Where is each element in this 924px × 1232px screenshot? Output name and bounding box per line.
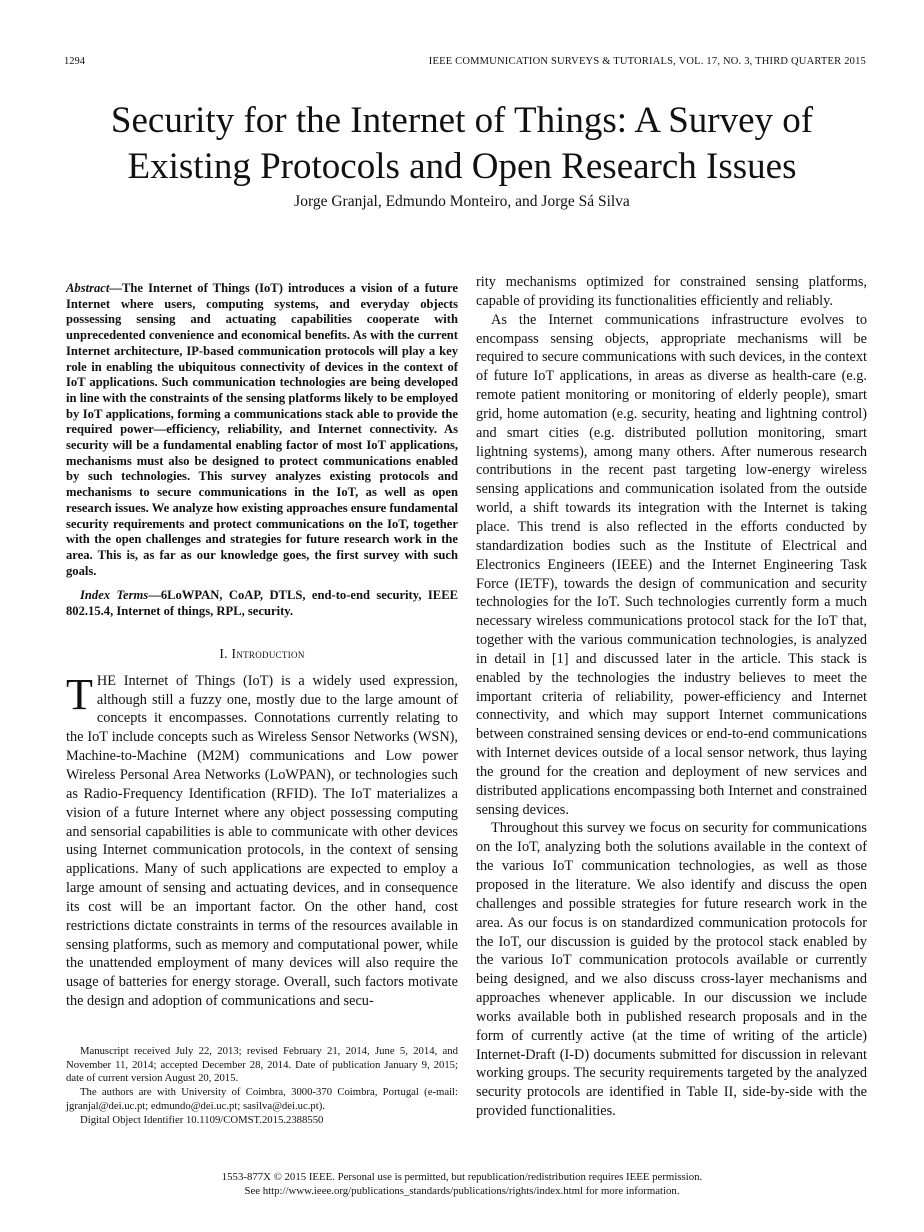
intro-paragraph-1-text: HE Internet of Things (IoT) is a widely used expression, although still a fuzzy one, mostly due to the large amount of concepts it encompasses. Connotations currently relating to the IoT include concepts such as Wireless Sensor Networks (WSN), Machine-to-Machine (M2M) communications and Low power Wireless Personal Area Networks (LoWPAN), or technologies such as Radio-Frequency Identification (RFID). The IoT materializes a vision of a future Internet where any object possessing computing and sensorial capabilities is able to communicate with other devices using Internet communication protocols, in the context of sensing applications. Many of such applications are expected to employ a large amount of sensing and actuating devices, and in consequence its cost will be an important factor. On the other hand, cost restrictions dictate constraints in terms of the resources available in sensing platforms, such as memory and computational power, while the unattended employment of many devices will also require the usage of batteries for energy storage. Overall, such factors motivate the design and adoption of communications and secu- [66, 672, 458, 1010]
running-header: IEEE COMMUNICATION SURVEYS & TUTORIALS, VOL. 17, NO. 3, THIRD QUARTER 2015 [428, 56, 866, 67]
title-line-1: Security for the Internet of Things: A Survey of [110, 100, 814, 141]
index-terms-text: —6LoWPAN, CoAP, DTLS, end-to-end security, IEEE 802.15.4, Internet of things, RPL, security. [66, 588, 458, 619]
section-heading [66, 646, 458, 662]
index-terms [66, 588, 458, 619]
left-column [66, 281, 458, 1011]
copyright-line: 1553-877X © 2015 IEEE. Personal use is permitted, but republication/redistribution requires IEEE permission. [221, 1171, 703, 1183]
intro-paragraph-1-continued: rity mechanisms optimized for constrained sensing platforms, capable of providing its functionalities efficiently and reliably. [476, 274, 867, 309]
abstract [66, 281, 458, 579]
rights-url-line: See http://www.ieee.org/publications_standards/publications/rights/index.html for more information. [244, 1185, 680, 1197]
intro-paragraph-3: Throughout this survey we focus on security for communications on the IoT, analyzing both the solutions available in the context of the various IoT communication technologies, as well as those proposed in the literature. We also identify and discuss the open challenges and possible strategies for future research work in the area. As our focus is on standardized communication protocols for the IoT, our discussion is guided by the protocol stack enabled by the various IoT communication protocols available or currently being designed, and we also discuss cross-layer mechanisms and approaches whenever applicable. In our discussion we include works available both in published research proposals and in the form of currently active (at the time of writing of the article) Internet-Draft (I-D) documents submitted for discussion in relevant working groups. The security requirements targeted by the analyzed security protocols are identified in Table II, side-by-side with the provided functionalities. [476, 820, 867, 1120]
section-title: Introduction [231, 645, 305, 661]
right-column [476, 273, 867, 1121]
intro-paragraph-2: As the Internet communications infrastructure evolves to encompass sensing objects, appropriate mechanisms will be required to secure communications with such devices, in the context of future IoT applications, in areas as diverse as health-care (e.g. remote patient monitoring or monitoring of elderly people), smart grid, home automation (e.g. security, heating and lightning control) and smart cities (e.g. distributed pollution monitoring, smart lightning systems), among many others. After numerous research contributions in the recent past targeting low-energy wireless sensing applications and communication isolated from the outside world, a shift towards its integration with the Internet is taking place. This trend is also reflected in the efforts conducted by standardization bodies such as the Institute of Electrical and Electronics Engineers (IEEE) and the Internet Engineering Task Force (IETF), towards the design of communication and security technologies for the IoT. Such technologies currently form a much necessary wireless communications protocol stack for the IoT that, together with the various communication technologies, is analyzed in detail in [1] and discussed later in the article. This stack is enabled by the technologies the industry believes to meet the important criteria of reliability, power-efficiency and Internet connectivity, and which may support Internet communications between constrained sensing devices or end-to-end communications with Internet devices outside of a local sensor network, thus laying the ground for the creation and deployment of new services and distributed applications encompassing both Internet and constrained sensing devices. [476, 311, 867, 818]
intro-paragraph-1 [66, 669, 458, 1011]
section-number: I. [219, 645, 228, 661]
abstract-text: —The Internet of Things (IoT) introduces a vision of a future Internet where users, computing systems, and everyday objects possessing sensing and actuating capabilities cooperate with unprecedented convenience and economical benefits. As with the current Internet architecture, IP-based communication protocols will play a key role in enabling the ubiquitous connectivity of devices in the context of IoT applications. Such communication technologies are being developed in line with the constraints of the sensing platforms likely to be employed by IoT applications, forming a communications stack able to provide the required power—efficiency, reliability, and Internet connectivity. As security will be a fundamental enabling factor of most IoT applications, mechanisms must also be designed to protect communications enabled by such technologies. This survey analyzes existing protocols and mechanisms to secure communications in the IoT, as well as open research issues. We analyze how existing approaches ensure fundamental security requirements and protect communications on the IoT, together with the open challenges and strategies for future research work in the area. This is, as far as our knowledge goes, the first survey with such goals. [66, 281, 458, 578]
index-terms-label: Index Terms [80, 588, 149, 603]
author-list: Jorge Granjal, Edmundo Monteiro, and Jorge Sá Silva [294, 193, 630, 210]
title-line-2: Existing Protocols and Open Research Issues [127, 146, 797, 187]
footnote-manuscript: Manuscript received July 22, 2013; revised February 21, 2014, June 5, 2014, and November 11, 2014; accepted December 28, 2014. Date of publication January 9, 2015; date of current version August 20, 2015. [66, 1045, 458, 1085]
abstract-label: Abstract [66, 281, 110, 295]
paper-title [60, 98, 864, 190]
copyright-footer [0, 1170, 924, 1198]
footnote [66, 1045, 458, 1127]
drop-cap: T [66, 669, 93, 719]
footnote-doi: Digital Object Identifier 10.1109/COMST.2015.2388550 [80, 1113, 324, 1126]
page-number: 1294 [64, 56, 85, 67]
footnote-affiliation: The authors are with University of Coimbra, 3000-370 Coimbra, Portugal (e-mail: jgranjal@dei.uc.pt; edmundo@dei.uc.pt; sasilva@dei.uc.pt). [66, 1086, 458, 1112]
